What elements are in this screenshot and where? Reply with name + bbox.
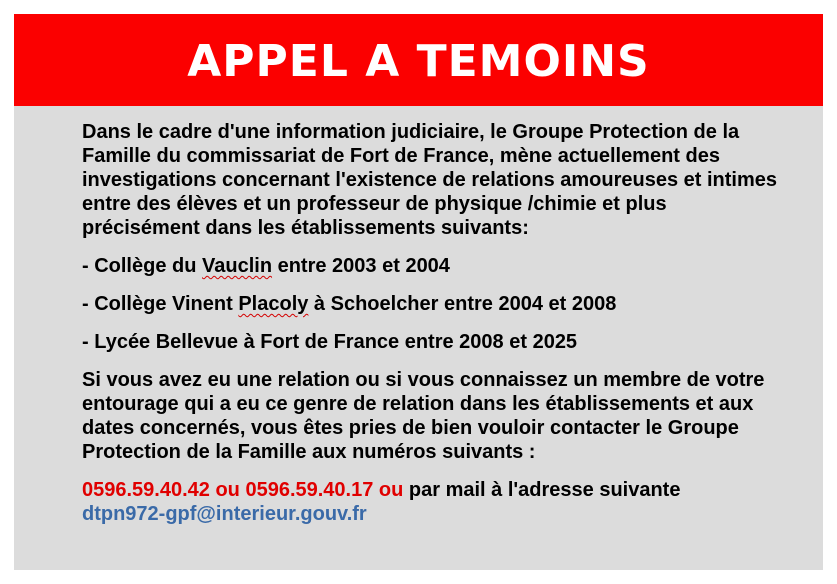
contact-paragraph: [82, 478, 782, 526]
document-body: [82, 120, 782, 526]
email-address[interactable]: dtpn972-gpf@interieur.gouv.fr: [82, 503, 367, 525]
spellcheck-flagged-word[interactable]: Placoly: [238, 293, 309, 315]
list-item-prefix: - Collège du: [82, 255, 202, 277]
list-item: [82, 254, 782, 278]
or-separator: ou: [373, 479, 409, 501]
or-separator: ou: [209, 479, 246, 501]
list-item-suffix: entre 2003 et 2004: [272, 255, 450, 277]
phone-number-1: 0596.59.40.42: [82, 479, 210, 501]
spellcheck-flagged-word[interactable]: Vauclin: [202, 255, 273, 277]
list-item-prefix: - Collège Vinent: [82, 293, 239, 315]
document-page: [14, 14, 823, 570]
intro-paragraph: Dans le cadre d'une information judiciaire, le Groupe Protection de la Famille du commissariat de Fort de France, mène actuellement des investigations concernant l'existence de relations amoureuses et intimes entre des élèves et un professeur de physique /chimie et plus précisément dans les établissements suivants:: [82, 121, 777, 239]
list-item: [82, 330, 782, 354]
list-item-suffix: à Schoelcher entre 2004 et 2008: [308, 293, 617, 315]
title-banner: [14, 14, 823, 106]
call-to-action-paragraph: Si vous avez eu une relation ou si vous connaissez un membre de votre entourage qui a eu ce genre de relation dans les établissements et aux dates concernés, vous êtes pries de bien vouloir contacter le Groupe Protection de la Famille aux numéros suivants :: [82, 369, 765, 463]
list-item: [82, 292, 782, 316]
banner-title: APPEL A TEMOINS: [187, 35, 650, 87]
mail-text: par mail à l'adresse suivante: [408, 479, 681, 501]
list-item-text: - Lycée Bellevue à Fort de France entre 2008 et 2025: [82, 331, 578, 353]
phone-number-2: 0596.59.40.17: [245, 479, 374, 501]
